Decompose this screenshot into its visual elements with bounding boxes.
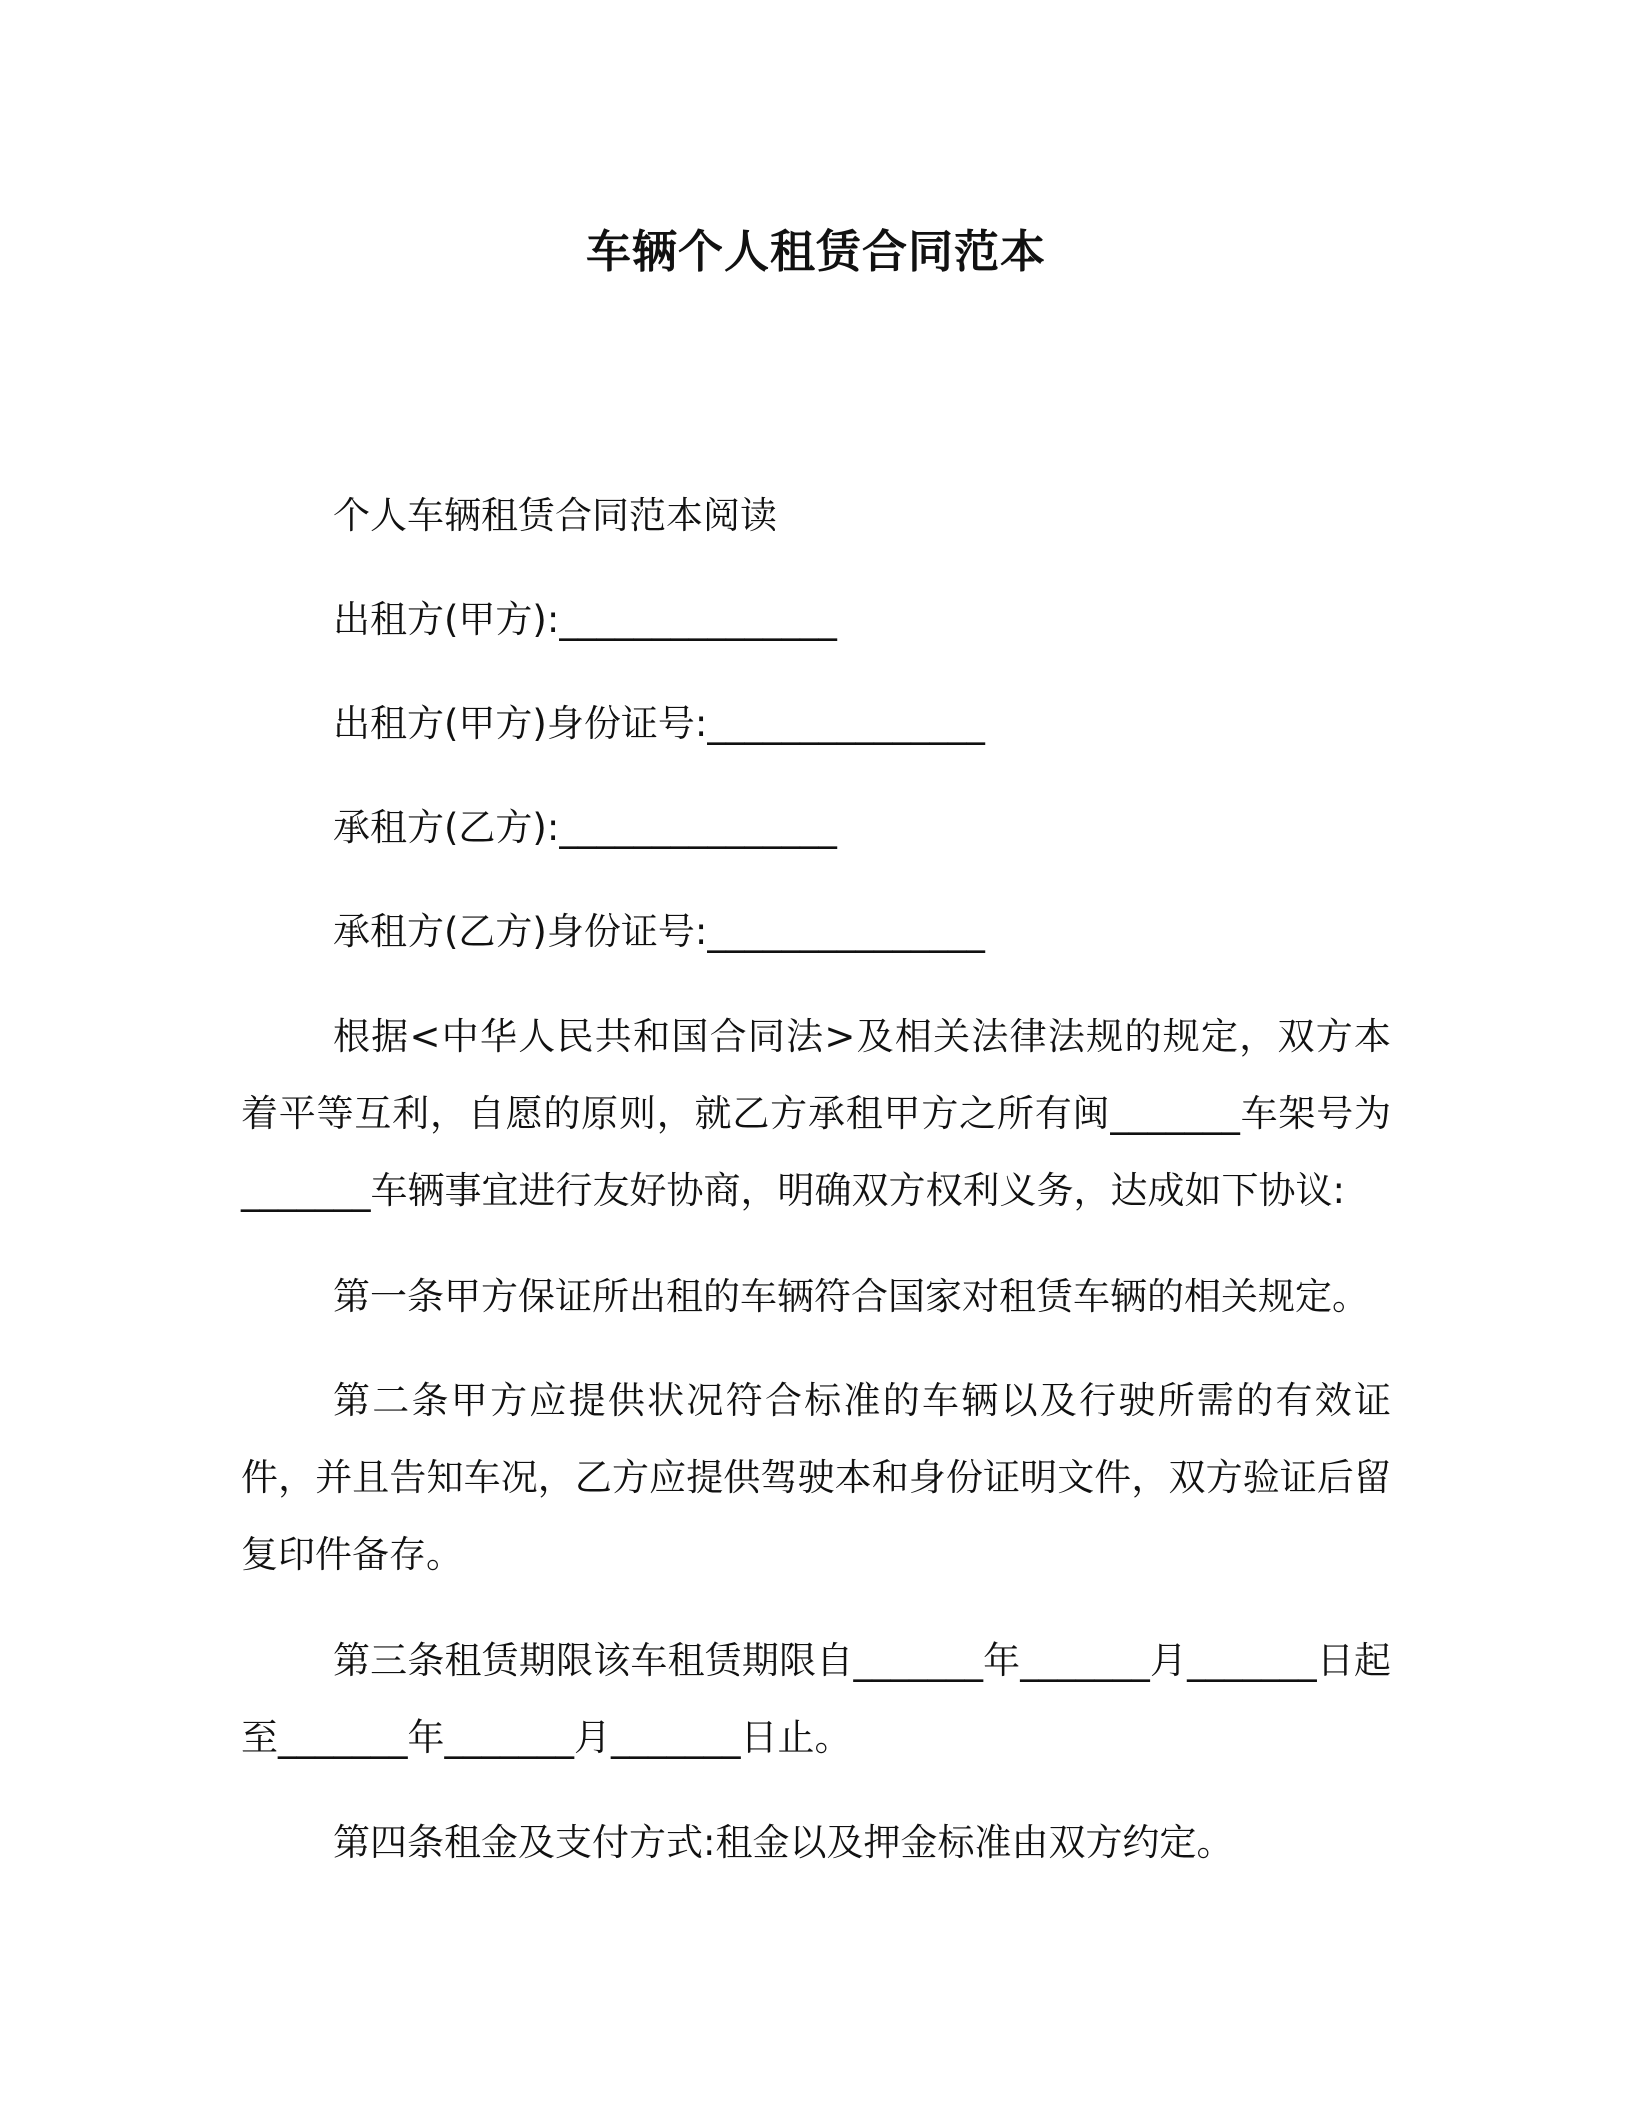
lessor-id-field: 出租方(甲方)身份证号:_______________: [333, 702, 985, 745]
lessor-name-field: 出租方(甲方):_______________: [333, 598, 837, 641]
article-4-paragraph: 第四条租金及支付方式:租金以及押金标准由双方约定。: [333, 1821, 1234, 1864]
article-2-paragraph: 第二条甲方应提供状况符合标准的车辆以及行驶所需的有效证件，并且告知车况，乙方应提供驾驶本和身份证明文件，双方验证后留复印件备存。: [241, 1379, 1391, 1576]
document-subtitle: 个人车辆租赁合同范本阅读: [333, 494, 777, 537]
lessee-id-field: 承租方(乙方)身份证号:_______________: [333, 910, 985, 953]
document-title: 车辆个人租赁合同范本: [585, 225, 1046, 278]
article-1-paragraph: 第一条甲方保证所出租的车辆符合国家对租赁车辆的相关规定。: [333, 1275, 1369, 1318]
article-3-paragraph: 第三条租赁期限该车租赁期限自_______年_______月_______日起至_______年_______月_______日止。: [241, 1639, 1391, 1759]
preamble-paragraph: 根据<中华人民共和国合同法>及相关法律法规的规定，双方本着平等互利，自愿的原则，就乙方承租甲方之所有闽_______车架号为_______车辆事宜进行友好协商，明确双方权利义务，达成如下协议:: [241, 1015, 1391, 1212]
lessee-name-field: 承租方(乙方):_______________: [333, 806, 837, 849]
